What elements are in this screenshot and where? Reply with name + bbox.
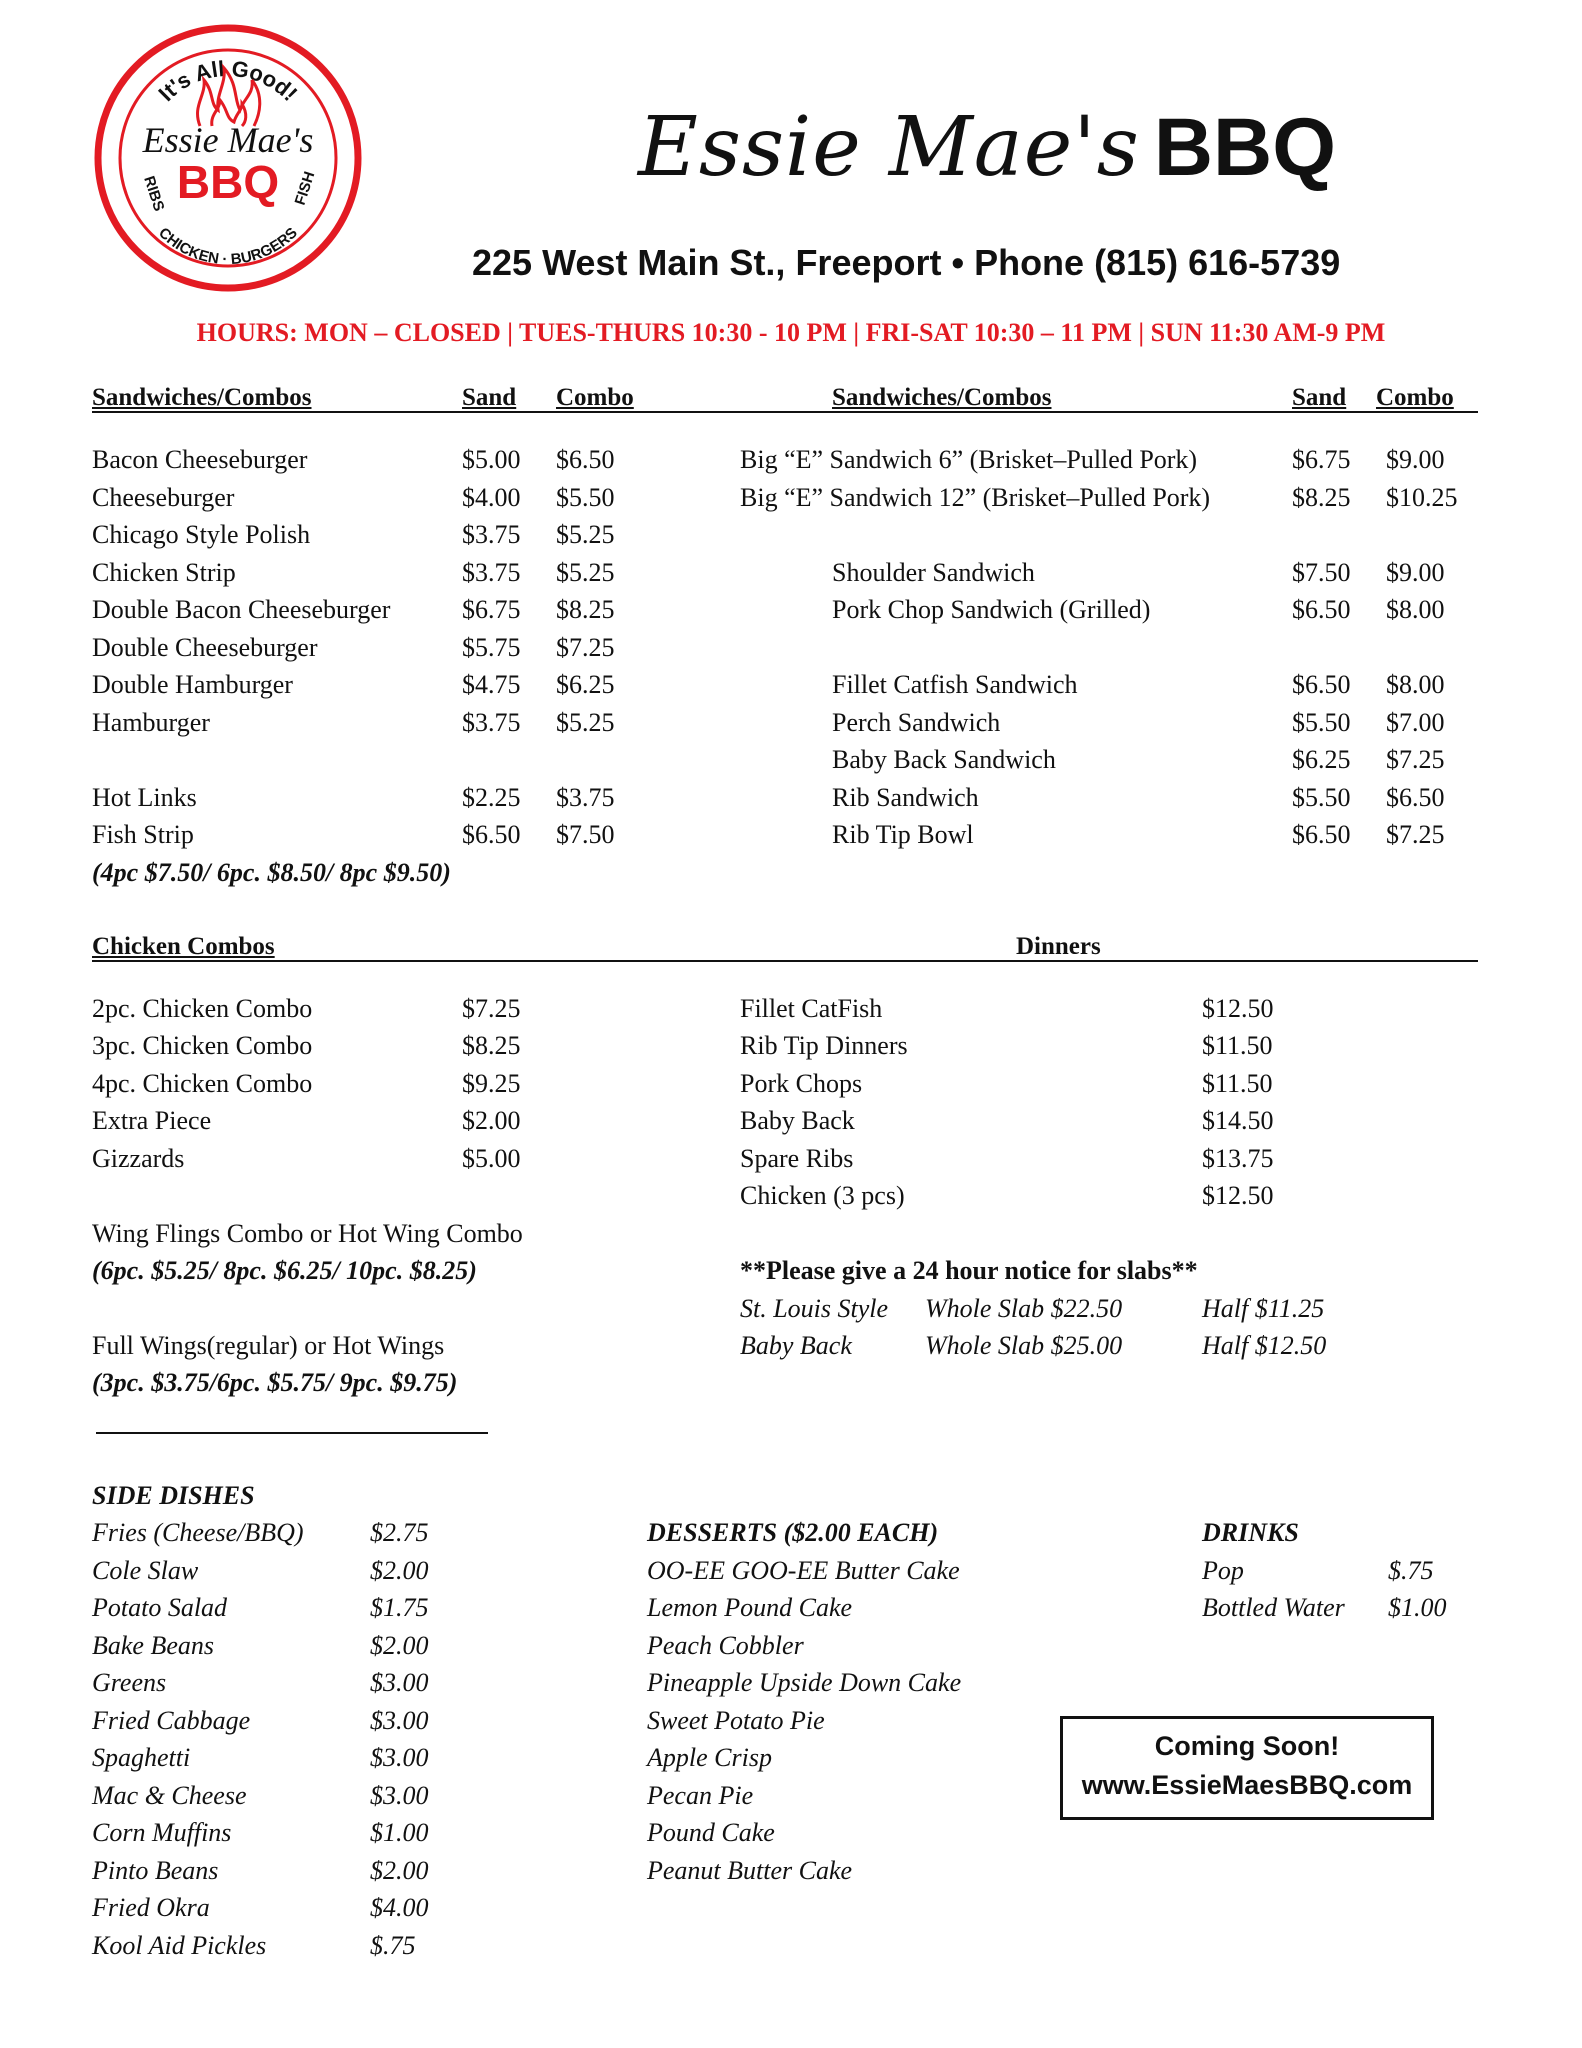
- item-price: $5.75: [462, 633, 521, 662]
- item-price: $2.00: [462, 1106, 521, 1135]
- list-item: Sweet Potato Pie: [647, 1706, 825, 1735]
- list-item: [92, 591, 390, 629]
- drinks-heading: DRINKS: [1202, 1518, 1299, 1547]
- item-price: $5.25: [556, 708, 615, 737]
- item-price: $3.00: [370, 1668, 429, 1697]
- logo-bottom-words: CHICKEN · BURGERS: [155, 224, 301, 269]
- item-price: $6.25: [1292, 745, 1351, 774]
- item-name: Rib Tip Bowl: [832, 820, 974, 849]
- item-name: Extra Piece: [92, 1106, 212, 1135]
- logo-right-word: FISH: [291, 169, 319, 208]
- item-name: Perch Sandwich: [832, 708, 1001, 737]
- item-price: $3.00: [370, 1706, 429, 1735]
- item-price: $9.25: [462, 1069, 521, 1098]
- item-price: $8.25: [1292, 483, 1351, 512]
- list-item: Pineapple Upside Down Cake: [647, 1668, 962, 1697]
- item-price: $7.25: [462, 994, 521, 1023]
- list-item: [92, 554, 236, 592]
- slab-half: Half $12.50: [1202, 1331, 1327, 1360]
- list-item: [92, 816, 194, 854]
- item-price: $1.00: [370, 1818, 429, 1847]
- item-price: $2.00: [370, 1556, 429, 1585]
- list-item: [92, 779, 197, 817]
- item-name: Rib Sandwich: [832, 783, 979, 812]
- item-name: 4pc. Chicken Combo: [92, 1069, 313, 1098]
- item-price: $1.00: [1388, 1593, 1447, 1622]
- divider: [647, 411, 1478, 413]
- item-price: $6.50: [556, 445, 615, 474]
- sandwiches-right-col-sand: Sand: [1292, 384, 1347, 411]
- item-name: 2pc. Chicken Combo: [92, 994, 313, 1023]
- chicken-combos-heading: Chicken Combos: [92, 933, 275, 960]
- list-item: [92, 516, 310, 554]
- logo-tagline: It's All Good!: [153, 55, 303, 106]
- item-name: Greens: [92, 1668, 167, 1697]
- item-price: $3.75: [462, 708, 521, 737]
- dinners-heading: Dinners: [1016, 933, 1101, 960]
- item-price: $3.75: [462, 520, 521, 549]
- item-name: Gizzards: [92, 1144, 185, 1173]
- sides-heading: SIDE DISHES: [92, 1481, 255, 1510]
- slab-whole: Whole Slab $25.00: [925, 1331, 1123, 1360]
- logo-bbq: BBQ: [176, 156, 280, 208]
- item-price: $8.25: [556, 595, 615, 624]
- item-price: $7.50: [1292, 558, 1351, 587]
- slab-half: Half $11.25: [1202, 1294, 1325, 1323]
- item-price: $6.50: [1292, 670, 1351, 699]
- item-name: Hot Links: [92, 783, 197, 812]
- list-item: Pecan Pie: [647, 1781, 754, 1810]
- item-price: $8.00: [1386, 595, 1445, 624]
- list-item: Lemon Pound Cake: [647, 1593, 853, 1622]
- item-name: Fries (Cheese/BBQ): [92, 1518, 304, 1547]
- item-name: Rib Tip Dinners: [740, 1031, 908, 1060]
- item-price: $5.00: [462, 1144, 521, 1173]
- list-item: [92, 666, 293, 704]
- item-price: $7.00: [1386, 708, 1445, 737]
- list-item: [92, 441, 307, 479]
- slab-whole: Whole Slab $22.50: [925, 1294, 1123, 1323]
- item-price: $7.25: [1386, 820, 1445, 849]
- list-item: Pound Cake: [647, 1818, 775, 1847]
- list-item: [92, 629, 318, 667]
- item-name: 3pc. Chicken Combo: [92, 1031, 313, 1060]
- sandwiches-left-col-combo: Combo: [556, 384, 634, 411]
- item-name: Corn Muffins: [92, 1818, 232, 1847]
- website-link[interactable]: www.EssieMaesBBQ.com: [1081, 1770, 1413, 1800]
- item-price: $6.75: [462, 595, 521, 624]
- item-price: $6.50: [1292, 595, 1351, 624]
- item-name: Pinto Beans: [92, 1856, 219, 1885]
- slab-style: St. Louis Style: [740, 1294, 889, 1323]
- item-name: Big “E” Sandwich 12” (Brisket–Pulled Pork): [740, 483, 1211, 512]
- item-price: $4.00: [370, 1893, 429, 1922]
- item-price: $1.75: [370, 1593, 429, 1622]
- item-price: $7.25: [1386, 745, 1445, 774]
- item-price: $4.75: [462, 670, 521, 699]
- item-name: Pork Chops: [740, 1069, 863, 1098]
- item-price: $2.75: [370, 1518, 429, 1547]
- item-price: $14.50: [1202, 1106, 1274, 1135]
- item-name: Chicken Strip: [92, 558, 236, 587]
- address-line: 225 West Main St., Freeport • Phone (815) 616-5739: [472, 242, 1341, 283]
- item-price: $6.50: [1292, 820, 1351, 849]
- item-name: Bottled Water: [1202, 1593, 1345, 1622]
- wing-flings-label: Wing Flings Combo or Hot Wing Combo: [92, 1219, 523, 1248]
- item-name: Bacon Cheeseburger: [92, 445, 308, 474]
- item-price: $2.00: [370, 1856, 429, 1885]
- item-price: $5.25: [556, 520, 615, 549]
- divider: [92, 411, 647, 413]
- hours-line: HOURS: MON – CLOSED | TUES-THURS 10:30 - 10 PM | FRI-SAT 10:30 – 11 PM | SUN 11:30 AM-9 PM: [196, 318, 1386, 347]
- coming-soon-text: Coming Soon!: [1154, 1731, 1340, 1761]
- wing-flings-note: (6pc. $5.25/ 8pc. $6.25/ 10pc. $8.25): [92, 1256, 477, 1285]
- item-price: $12.50: [1202, 1181, 1274, 1210]
- item-price: $13.75: [1202, 1144, 1274, 1173]
- list-item: Peach Cobbler: [647, 1631, 804, 1660]
- item-name: Cheeseburger: [92, 483, 235, 512]
- full-wings-label: Full Wings(regular) or Hot Wings: [92, 1331, 445, 1360]
- slab-notice: **Please give a 24 hour notice for slabs**: [740, 1256, 1198, 1285]
- title-bold: BBQ: [1153, 102, 1337, 193]
- item-name: Baby Back Sandwich: [832, 745, 1056, 774]
- item-price: $10.25: [1386, 483, 1458, 512]
- item-name: Fried Cabbage: [92, 1706, 251, 1735]
- item-price: $5.00: [462, 445, 521, 474]
- item-price: $2.00: [370, 1631, 429, 1660]
- item-price: $3.00: [370, 1743, 429, 1772]
- item-price: $6.25: [556, 670, 615, 699]
- item-name: Chicago Style Polish: [92, 520, 311, 549]
- logo-left-word: RIBS: [140, 173, 168, 214]
- item-name: Pop: [1202, 1556, 1244, 1585]
- item-name: Fish Strip: [92, 820, 194, 849]
- item-price: $3.75: [556, 783, 615, 812]
- item-name: Mac & Cheese: [92, 1781, 247, 1810]
- full-wings-note: (3pc. $3.75/6pc. $5.75/ 9pc. $9.75): [92, 1368, 458, 1397]
- item-price: $2.25: [462, 783, 521, 812]
- title-script: Essie Mae's: [638, 100, 1140, 195]
- item-price: $7.50: [556, 820, 615, 849]
- item-name: Cole Slaw: [92, 1556, 199, 1585]
- item-name: Double Bacon Cheeseburger: [92, 595, 391, 624]
- item-name: Fillet Catfish Sandwich: [832, 670, 1078, 699]
- coming-soon-box: [1060, 1716, 1434, 1820]
- list-item: [92, 704, 210, 742]
- desserts-heading: DESSERTS ($2.00 EACH): [647, 1518, 939, 1547]
- item-price: $5.25: [556, 558, 615, 587]
- item-name: Pork Chop Sandwich (Grilled): [832, 595, 1151, 624]
- item-price: $5.50: [556, 483, 615, 512]
- item-price: $6.75: [1292, 445, 1351, 474]
- item-name: Kool Aid Pickles: [92, 1931, 267, 1960]
- item-price: $7.25: [556, 633, 615, 662]
- item-price: $4.00: [462, 483, 521, 512]
- item-price: $12.50: [1202, 994, 1274, 1023]
- item-name: Baby Back: [740, 1106, 855, 1135]
- slab-style: Baby Back: [740, 1331, 852, 1360]
- item-price: $5.50: [1292, 708, 1351, 737]
- item-name: Fillet CatFish: [740, 994, 883, 1023]
- item-price: $3.00: [370, 1781, 429, 1810]
- item-price: $3.75: [462, 558, 521, 587]
- logo: [88, 18, 368, 298]
- sandwiches-right-heading: Sandwiches/Combos: [832, 384, 1052, 411]
- item-price: $9.00: [1386, 558, 1445, 587]
- item-price: $11.50: [1202, 1069, 1273, 1098]
- fish-strip-note: (4pc $7.50/ 6pc. $8.50/ 8pc $9.50): [92, 858, 451, 887]
- divider: [92, 960, 1478, 962]
- item-price: $9.00: [1386, 445, 1445, 474]
- item-price: $8.25: [462, 1031, 521, 1060]
- item-name: Double Hamburger: [92, 670, 293, 699]
- item-name: Potato Salad: [92, 1593, 228, 1622]
- item-name: Big “E” Sandwich 6” (Brisket–Pulled Pork): [740, 445, 1198, 474]
- item-price: $6.50: [462, 820, 521, 849]
- sandwiches-right-col-combo: Combo: [1376, 384, 1454, 411]
- logo-name: Essie Mae's: [142, 120, 314, 160]
- sandwiches-left-heading: Sandwiches/Combos: [92, 384, 312, 411]
- item-price: $5.50: [1292, 783, 1351, 812]
- item-name: Fried Okra: [92, 1893, 210, 1922]
- item-name: Double Cheeseburger: [92, 633, 318, 662]
- item-name: Shoulder Sandwich: [832, 558, 1035, 587]
- item-price: $.75: [370, 1931, 416, 1960]
- item-name: Chicken (3 pcs): [740, 1181, 905, 1210]
- item-price: $11.50: [1202, 1031, 1273, 1060]
- item-price: $6.50: [1386, 783, 1445, 812]
- item-name: Spaghetti: [92, 1743, 191, 1772]
- item-name: Spare Ribs: [740, 1144, 854, 1173]
- divider: [96, 1432, 488, 1434]
- page-title: [638, 100, 1336, 210]
- item-price: $.75: [1388, 1556, 1434, 1585]
- list-item: [92, 479, 234, 517]
- item-price: $8.00: [1386, 670, 1445, 699]
- sandwiches-left-col-sand: Sand: [462, 384, 517, 411]
- list-item: Apple Crisp: [647, 1743, 772, 1772]
- list-item: Peanut Butter Cake: [647, 1856, 853, 1885]
- item-name: Bake Beans: [92, 1631, 215, 1660]
- list-item: OO-EE GOO-EE Butter Cake: [647, 1556, 960, 1585]
- item-name: Hamburger: [92, 708, 210, 737]
